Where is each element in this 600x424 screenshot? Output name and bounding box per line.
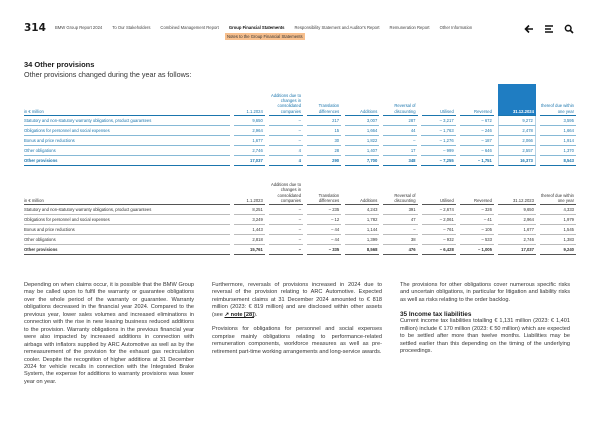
- cell: 9,650: [234, 116, 264, 126]
- cell: 3,595: [540, 116, 576, 126]
- table-row: [24, 225, 576, 235]
- cell: 4,333: [540, 205, 576, 215]
- column-header: Additions: [345, 198, 379, 205]
- table-row: [24, 235, 576, 245]
- cell: – 7,255: [421, 156, 455, 166]
- paragraph-text: Furthermore, reversals of provisions increased in 2024 due to reversal of the provision relating to ARC Automotive. Expected reimbursement claims at 31 December 2024 amounted to € 818 million (2023: € 819 million) and are disclosed within other assets (see: [212, 282, 382, 318]
- column-header: in € million: [24, 198, 230, 205]
- cell: 290: [307, 156, 341, 166]
- cell: – 6,428: [422, 245, 456, 255]
- cell: – 646: [460, 146, 494, 156]
- cell: 9,272: [498, 116, 536, 126]
- nav-group-financial-statements[interactable]: Group Financial Statements: [228, 25, 285, 30]
- table-header-row: [24, 182, 576, 205]
- cell: 3,007: [345, 116, 379, 126]
- cell: – 44: [307, 225, 341, 235]
- cell: –: [269, 205, 303, 215]
- paragraph-reversals: [212, 282, 382, 319]
- cell: 47: [383, 215, 417, 225]
- cell: –: [269, 245, 303, 255]
- row-label: Other provisions: [24, 156, 230, 166]
- column-header-highlighted: 31.12.2024: [498, 84, 536, 116]
- provisions-table-2024: [24, 84, 576, 166]
- column-header: Reversal of discounting: [383, 193, 417, 206]
- breadcrumb-nav: [55, 25, 472, 30]
- nav-combined-management-report[interactable]: Combined Management Report: [160, 25, 219, 30]
- cell: – 1,751: [460, 156, 494, 166]
- cell: 1,407: [345, 146, 379, 156]
- cell: 1,782: [345, 215, 379, 225]
- section-heading-income-tax: 35 Income tax liabilities: [400, 311, 472, 319]
- paragraph-personnel: Provisions for obligations for personnel and social expenses comprise mainly obligations relating to performance-related remuneration components, workforce measures as well as pre-retirement part-time working arrangements and long-service awards.: [212, 326, 382, 355]
- cell: 1,383: [540, 235, 576, 245]
- cell: 1,370: [540, 146, 576, 156]
- row-label: Obligations for personnel and social expenses: [24, 126, 230, 136]
- row-label: Other obligations: [24, 235, 230, 245]
- column-header: Additions due to changes in consolidated companies: [269, 182, 303, 205]
- cell: – 533: [460, 235, 494, 245]
- nav-other-information[interactable]: Other Information: [439, 25, 473, 30]
- cell: 9,650: [498, 205, 536, 215]
- paragraph-text: ).: [254, 311, 258, 318]
- cell: – 12: [307, 215, 341, 225]
- menu-icon[interactable]: [544, 21, 554, 31]
- cell: 1,144: [345, 225, 379, 235]
- cell: 476: [383, 245, 417, 255]
- section-title: 34 Other provisions: [24, 60, 95, 69]
- cell: – 335: [307, 245, 341, 255]
- cell: 1,914: [540, 136, 576, 146]
- cell: 2,066: [498, 136, 536, 146]
- cell: 4,243: [345, 205, 379, 215]
- text-column-3: [400, 282, 570, 363]
- cell: 9,240: [540, 245, 576, 255]
- cell: 4: [269, 146, 303, 156]
- column-header: in € million: [24, 109, 230, 116]
- table-row: [24, 116, 576, 126]
- cell: 15: [307, 126, 341, 136]
- cell: 1,677: [498, 225, 536, 235]
- cell: 348: [383, 156, 417, 166]
- cell: 1,664: [540, 126, 576, 136]
- search-icon[interactable]: [564, 21, 574, 31]
- column-header: thereof due within one year: [540, 103, 576, 116]
- cell: – 1,005: [460, 245, 494, 255]
- cell: – 105: [460, 225, 494, 235]
- cell: 28: [307, 146, 341, 156]
- cell: – 3,217: [421, 116, 455, 126]
- table-row: [24, 205, 576, 215]
- nav-to-our-stakeholders[interactable]: To Our Stakeholders: [112, 25, 151, 30]
- table-row: [24, 146, 576, 156]
- paragraph-warranty: Depending on when claims occur, it is possible that the BMW Group may be called upon to fulfil the warranty or guarantee obligations over the whole period of the warranty or guarantee. Warranty obligations decreased in the financial year 2024. Compared to the previous year, lower sales volumes and increased eliminations in connection with the rise in new leasing business reduced additions to the provision. Warranty obligations in the previous financial year were also impacted by increased additions in connection with airbags with inflators supplied by ARC Automotive as well as by the remeasurement of the provision for the exhaust gas recirculation cooler. Despite the recognition of higher additions at 31 December 2024 for vehicle recalls in connection with the Integrated Brake System, the expense for additions to warranty provisions was lower year on year.: [24, 282, 194, 385]
- column-header: Translation differences: [307, 193, 341, 206]
- column-header: 1.1.2023: [234, 198, 264, 205]
- row-label: Obligations for personnel and social expenses: [24, 215, 230, 225]
- cell: 4: [269, 156, 303, 166]
- cell: 7,700: [345, 156, 379, 166]
- column-header: Additions due to changes in consolidated companies: [269, 93, 303, 116]
- cell: 44: [383, 126, 417, 136]
- cell: –: [383, 225, 417, 235]
- subnav-notes[interactable]: Notes to the Group Financial Statements: [227, 34, 303, 39]
- cell: – 44: [307, 235, 341, 245]
- cell: 8,568: [345, 245, 379, 255]
- column-header: Utilised: [422, 198, 456, 205]
- cell: 15,761: [234, 245, 264, 255]
- cell: 17: [383, 146, 417, 156]
- row-label: Other obligations: [24, 146, 230, 156]
- cell: –: [269, 225, 303, 235]
- cell: 16,373: [498, 156, 536, 166]
- cell: 1,677: [234, 136, 264, 146]
- cell: – 1,763: [421, 126, 455, 136]
- cell: 2,478: [498, 126, 536, 136]
- text-column-2: [212, 282, 382, 363]
- cell: 287: [383, 116, 417, 126]
- column-header: Reversal of discounting: [383, 103, 417, 116]
- column-header: Utilised: [422, 109, 456, 116]
- cell: – 187: [460, 136, 494, 146]
- cell: 2,746: [498, 235, 536, 245]
- cell: –: [269, 215, 303, 225]
- note-28-link[interactable]: ↗ note [28]: [224, 311, 254, 318]
- back-arrow-icon[interactable]: [524, 21, 534, 31]
- cell: 1,443: [234, 225, 264, 235]
- cell: – 2,061: [422, 215, 456, 225]
- cell: 391: [383, 205, 417, 215]
- cell: – 672: [460, 116, 494, 126]
- cell: – 999: [421, 146, 455, 156]
- cell: – 932: [422, 235, 456, 245]
- cell: 2,964: [498, 215, 536, 225]
- page-number: 314: [24, 22, 46, 34]
- cell: –: [269, 235, 303, 245]
- cell: – 41: [460, 215, 494, 225]
- column-header: Reversed: [460, 198, 494, 205]
- paragraph-income-tax: Current income tax liabilities totalling € 1,131 million (2023: € 1,401 million) include € 170 million (2023: € 50 million) which are expected to be settled after more than twelve months. Liabilities may be settled earlier than this depending on the timing of the underlying proceedings.: [400, 318, 570, 355]
- nav-bmw-group-report[interactable]: BMW Group Report 2024: [55, 25, 103, 30]
- row-label: Bonus and price reductions: [24, 225, 230, 235]
- cell: – 2,674: [422, 205, 456, 215]
- table-header-row: [24, 84, 576, 116]
- paragraph-other-obligations: The provisions for other obligations cover numerous specific risks and uncertain obligations, in particular for litigation and liability risks as well as risks relating to the order backlog.: [400, 282, 570, 303]
- row-label: Statutory and non-statutory warranty obligations, product guarantees: [24, 116, 230, 126]
- cell: 1,822: [345, 136, 379, 146]
- table-row: [24, 126, 576, 136]
- column-header: 31.12.2023: [498, 198, 536, 205]
- table-row: [24, 215, 576, 225]
- column-header: Translation differences: [307, 103, 341, 116]
- row-label: Bonus and price reductions: [24, 136, 230, 146]
- cell: – 326: [460, 205, 494, 215]
- column-header: Additions: [345, 109, 379, 116]
- cell: 1,664: [345, 126, 379, 136]
- cell: 3,249: [234, 215, 264, 225]
- nav-remuneration-report[interactable]: Remuneration Report: [389, 25, 430, 30]
- cell: – 761: [422, 225, 456, 235]
- cell: 2,746: [234, 146, 264, 156]
- column-header: Reversed: [460, 109, 494, 116]
- table-total-row: [24, 156, 576, 166]
- cell: 1,545: [540, 225, 576, 235]
- section-subtitle: Other provisions changed during the year as follows:: [24, 70, 192, 79]
- row-label: Other provisions: [24, 245, 230, 255]
- cell: 8,543: [540, 156, 576, 166]
- cell: 30: [307, 136, 341, 146]
- table-total-row: [24, 245, 576, 255]
- cell: 2,964: [234, 126, 264, 136]
- cell: – 246: [460, 126, 494, 136]
- cell: 8,251: [234, 205, 264, 215]
- row-label: Statutory and non-statutory warranty obligations, product guarantees: [24, 205, 230, 215]
- cell: 17,037: [498, 245, 536, 255]
- nav-responsibility-statement[interactable]: Responsibility Statement and Auditor's Report: [294, 25, 380, 30]
- top-navigation-bar: [0, 0, 600, 40]
- cell: 38: [383, 235, 417, 245]
- cell: – 235: [307, 205, 341, 215]
- cell: – 1,276: [421, 136, 455, 146]
- column-header: thereof due within one year: [540, 193, 576, 206]
- cell: 2,557: [498, 146, 536, 156]
- cell: 17,037: [234, 156, 264, 166]
- cell: –: [383, 136, 417, 146]
- table-row: [24, 136, 576, 146]
- cell: –: [269, 136, 303, 146]
- column-header: 1.1.2024: [234, 109, 264, 116]
- toolbar-icons: [524, 21, 574, 31]
- cell: 1,399: [345, 235, 379, 245]
- cell: –: [269, 116, 303, 126]
- cell: 1,979: [540, 215, 576, 225]
- cell: 217: [307, 116, 341, 126]
- cell: –: [269, 126, 303, 136]
- cell: 2,818: [234, 235, 264, 245]
- provisions-table-2023: [24, 182, 576, 255]
- text-column-1: [24, 282, 194, 393]
